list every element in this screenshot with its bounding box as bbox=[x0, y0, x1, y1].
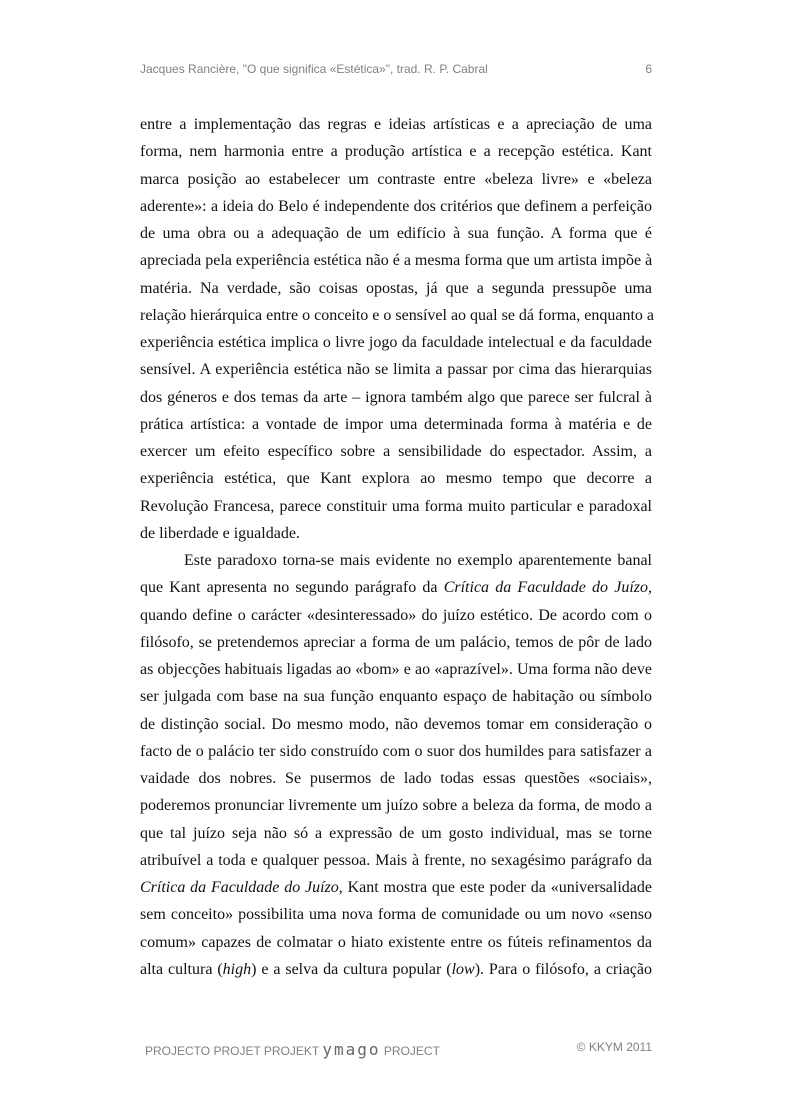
text-line bbox=[140, 956, 652, 983]
text-segment: quando define o carácter «desinteressado» do juízo estético. De acordo com o bbox=[140, 606, 652, 624]
text-segment: poderemos pronunciar livremente um juízo sobre a beleza da forma, de modo a bbox=[140, 797, 652, 815]
text-segment: Revolução Francesa, parece constituir uma forma muito particular e paradoxal bbox=[140, 497, 652, 515]
text-segment: sensível. A experiência estética não se limita a passar por cima das hierarquias bbox=[140, 361, 652, 379]
text-line bbox=[140, 356, 652, 383]
text-line bbox=[140, 602, 652, 629]
text-segment: alta cultura ( bbox=[140, 960, 223, 978]
text-line bbox=[140, 929, 652, 956]
text-segment: relação hierárquica entre o conceito e o sensível ao qual se dá forma, enquanto a bbox=[140, 306, 654, 324]
text-line bbox=[140, 329, 652, 356]
italic-segment: high bbox=[222, 960, 252, 978]
text-segment: de distinção social. Do mesmo modo, não devemos tomar em consideração o bbox=[140, 715, 652, 733]
text-line bbox=[140, 302, 652, 329]
text-line bbox=[140, 111, 652, 138]
text-line bbox=[140, 629, 652, 656]
text-line bbox=[140, 438, 652, 465]
page-number: 6 bbox=[645, 62, 652, 76]
text-segment: marca posição ao estabelecer um contraste entre «beleza livre» e «beleza bbox=[140, 170, 652, 188]
text-segment: prática artística: a vontade de impor uma determinada forma à matéria e de bbox=[140, 415, 652, 433]
text-line bbox=[140, 738, 652, 765]
text-segment: aderente»: a ideia do Belo é independente dos critérios que definem a perfeição bbox=[140, 197, 652, 215]
italic-segment: Crítica da Faculdade do Juízo, bbox=[443, 579, 653, 597]
text-segment: sem conceito» possibilita uma nova forma de comunidade ou um novo «senso bbox=[140, 906, 652, 924]
text-line bbox=[140, 820, 652, 847]
running-header bbox=[140, 62, 652, 76]
text-line bbox=[140, 465, 652, 492]
text-segment: experiência estética, que Kant explora ao mesmo tempo que decorre a bbox=[140, 470, 652, 488]
text-segment: as objecções habituais ligadas ao «bom» e ao «aprazível». Uma forma não deve bbox=[140, 661, 652, 678]
footer-project-text: PROJECTO PROJET PROJEKT bbox=[145, 1044, 320, 1058]
text-segment: apreciada pela experiência estética não é a mesma forma que um artista impõe à bbox=[140, 252, 653, 270]
text-segment: ) e a selva da cultura popular ( bbox=[251, 960, 452, 978]
text-line bbox=[140, 792, 652, 819]
text-line bbox=[140, 384, 652, 411]
italic-segment: Crítica da Faculdade do Juízo, bbox=[140, 879, 343, 896]
text-segment: ser julgada com base na sua função enquanto espaço de habitação ou símbolo bbox=[140, 688, 652, 706]
text-line bbox=[140, 138, 652, 165]
text-line bbox=[140, 520, 652, 547]
text-line bbox=[140, 656, 652, 683]
text-segment: que Kant apresenta no segundo parágrafo da bbox=[140, 579, 444, 597]
text-line bbox=[140, 901, 652, 928]
text-line bbox=[140, 547, 652, 574]
text-segment: ). Para o filósofo, a criação bbox=[474, 960, 653, 978]
text-segment: experiência estética implica o livre jogo da faculdade intelectual e da faculdade bbox=[140, 334, 652, 351]
text-line bbox=[140, 193, 652, 220]
text-segment: de uma obra ou a adequação de um edifício à sua função. A forma que é bbox=[140, 225, 652, 242]
text-line bbox=[140, 493, 652, 520]
text-segment: matéria. Na verdade, são coisas opostas, já que a segunda pressupõe uma bbox=[140, 279, 652, 297]
ymago-logo: ymago bbox=[322, 1040, 381, 1059]
text-segment: atribuível a toda e qualquer pessoa. Mais à frente, no sexagésimo parágrafo da bbox=[140, 851, 652, 869]
text-segment: filósofo, se pretendemos apreciar a forma de um palácio, temos de pôr de lado bbox=[140, 633, 652, 651]
italic-segment: low bbox=[451, 960, 475, 978]
text-segment: de liberdade e igualdade. bbox=[140, 524, 300, 542]
text-line bbox=[140, 711, 652, 738]
text-segment: forma, nem harmonia entre a produção artística e a recepção estética. Kant bbox=[140, 143, 652, 161]
text-segment: facto de o palácio ter sido construído com o suor dos humildes para satisfazer a bbox=[140, 742, 652, 760]
text-line bbox=[140, 275, 652, 302]
text-line bbox=[140, 765, 652, 792]
text-segment: vaidade dos nobres. Se pusermos de lado todas essas questões «sociais», bbox=[140, 770, 652, 787]
text-segment: Kant mostra que este poder da «universalidade bbox=[342, 879, 653, 896]
footer-copyright: © KKYM 2011 bbox=[576, 1040, 652, 1054]
footer bbox=[145, 1040, 652, 1059]
paragraph bbox=[140, 111, 652, 547]
text-segment: dos géneros e dos temas da arte – ignora também algo que parece ser fulcral à bbox=[140, 388, 652, 406]
text-line bbox=[140, 874, 652, 901]
text-segment: comum» capazes de colmatar o hiato existente entre os fúteis refinamentos da bbox=[140, 933, 652, 951]
text-line bbox=[140, 574, 652, 601]
footer-project-word: PROJECT bbox=[383, 1044, 440, 1058]
text-line bbox=[140, 411, 652, 438]
text-line bbox=[140, 220, 652, 247]
text-line bbox=[140, 683, 652, 710]
text-segment: exercer um efeito específico sobre a sensibilidade do espectador. Assim, a bbox=[140, 443, 652, 460]
paragraph bbox=[140, 547, 652, 983]
text-line bbox=[140, 247, 652, 274]
text-segment: entre a implementação das regras e ideias artísticas e a apreciação de uma bbox=[140, 116, 652, 133]
text-segment: que tal juízo seja não só a expressão de um gosto individual, mas se torne bbox=[140, 824, 652, 842]
text-line bbox=[140, 166, 652, 193]
text-segment: Este paradoxo torna-se mais evidente no exemplo aparentemente banal bbox=[184, 552, 652, 569]
text-line bbox=[140, 847, 652, 874]
body-text bbox=[140, 111, 652, 983]
header-title: Jacques Rancière, "O que significa «Estética»", trad. R. P. Cabral bbox=[140, 62, 488, 76]
